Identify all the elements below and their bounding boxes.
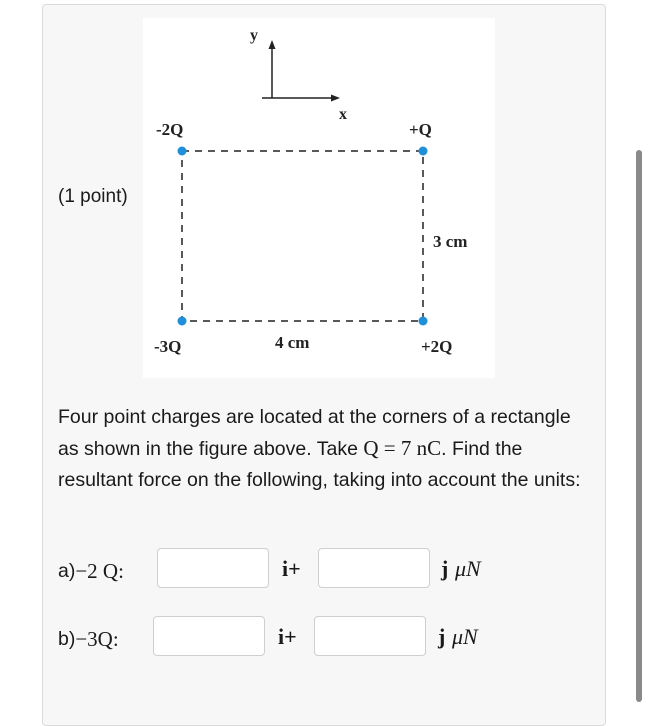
answer-a-i-unit: i+ — [282, 556, 301, 581]
x-axis-arrow-icon — [331, 95, 340, 102]
answer-b-j-unit: j — [438, 624, 446, 649]
answer-b-label — [58, 616, 119, 662]
x-axis-label: x — [339, 106, 347, 123]
answer-a-force-unit: μN — [455, 556, 481, 581]
charge-value: Q = 7 nC — [363, 436, 442, 460]
vertical-scrollbar[interactable] — [636, 150, 642, 702]
answer-a-label — [58, 548, 124, 594]
charge-label-top-right: +Q — [409, 120, 432, 139]
charge-dot-bottom-right — [419, 317, 428, 326]
answer-b-i-unit: i+ — [278, 624, 297, 649]
y-axis-label: y — [250, 27, 258, 44]
charges-figure — [143, 18, 495, 378]
answer-b-prefix: b) — [58, 627, 76, 650]
charge-label-bottom-left: -3Q — [154, 337, 182, 356]
answer-a-prefix: a) — [58, 559, 76, 582]
rectangle-diagram — [143, 18, 495, 378]
dimension-vertical: 3 cm — [433, 232, 468, 251]
dimension-horizontal: 4 cm — [275, 333, 310, 352]
answer-a-charge: −2 Q: — [75, 558, 124, 583]
charge-dot-bottom-left — [178, 317, 187, 326]
answer-b-j-input[interactable] — [314, 616, 426, 656]
charge-label-bottom-right: +2Q — [421, 337, 453, 356]
charge-dot-top-left — [178, 147, 187, 156]
answer-b-i-input[interactable] — [153, 616, 265, 656]
problem-text-before: Four point charges are located at the corners of a rectangle as shown in the figure above. Take — [58, 406, 571, 460]
answer-a-j-unit: j — [441, 556, 449, 581]
answer-a-j-input[interactable] — [318, 548, 430, 588]
y-axis-arrow-icon — [269, 40, 276, 49]
charge-dot-top-right — [419, 147, 428, 156]
points-label: (1 point) — [58, 186, 128, 207]
answer-a-i-input[interactable] — [157, 548, 269, 588]
problem-text-after: . Find the resultant force on the following, taking into account the units: — [58, 438, 581, 491]
dashed-rectangle — [182, 151, 423, 321]
answer-b-force-unit: μN — [452, 624, 478, 649]
charge-label-top-left: -2Q — [156, 120, 184, 139]
answer-b-charge: −3Q: — [75, 626, 119, 651]
problem-text — [58, 402, 588, 496]
